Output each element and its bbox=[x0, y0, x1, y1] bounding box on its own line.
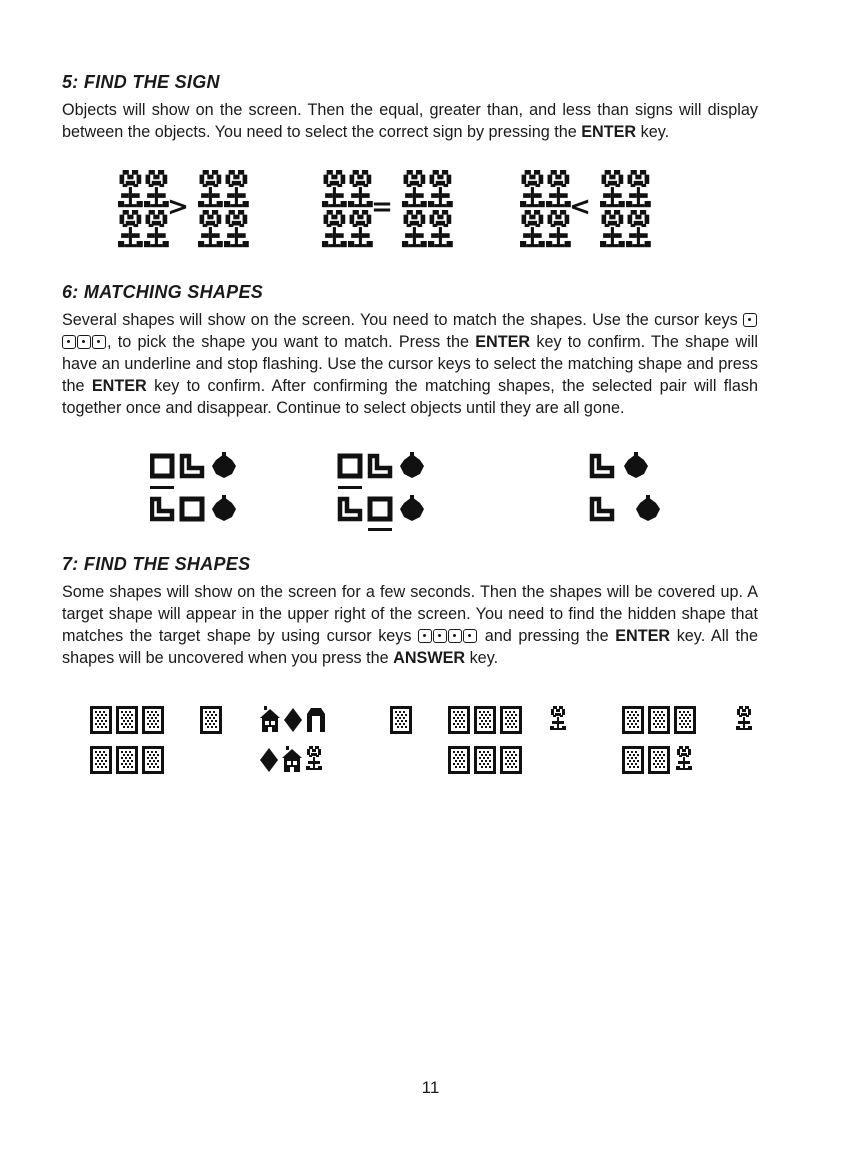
cursor-key-icon bbox=[463, 629, 477, 643]
shape-group-2 bbox=[338, 452, 424, 531]
cursor-key-icon bbox=[62, 335, 76, 349]
flower-shape bbox=[546, 210, 571, 247]
square-shape bbox=[152, 456, 172, 476]
square-shape bbox=[182, 499, 202, 519]
l-shape bbox=[592, 499, 612, 519]
page-number: 11 bbox=[421, 1078, 440, 1097]
flower-shape bbox=[322, 210, 347, 247]
key-name: ENTER bbox=[615, 627, 671, 645]
flower-shape bbox=[402, 170, 427, 207]
square-shape bbox=[370, 499, 390, 519]
cursor-keys-icon bbox=[418, 627, 478, 645]
section-body: Some shapes will show on the screen for a few seconds. Then the shapes will be covered up. A target shape will appear in the upper right of the screen. You need to find the hidden shape that matches the target shape by using cursor keys and pressing the ENTER key. All the shapes will be uncovered when you press the ANSWER key. bbox=[62, 583, 758, 667]
key-name: ENTER bbox=[581, 123, 637, 141]
flower-shape bbox=[626, 170, 651, 207]
flower-shape bbox=[546, 170, 571, 207]
section-matching-shapes bbox=[62, 282, 758, 419]
l-shape bbox=[592, 456, 612, 476]
cursor-key-icon bbox=[448, 629, 462, 643]
flower-shape bbox=[428, 170, 453, 207]
flower-shape bbox=[224, 170, 249, 207]
shape-group-1 bbox=[150, 452, 236, 521]
key-name: ANSWER bbox=[393, 649, 466, 667]
sign-group bbox=[118, 170, 249, 247]
flower-shape bbox=[348, 210, 373, 247]
flower-shape bbox=[520, 210, 545, 247]
section-find-the-shapes bbox=[62, 554, 758, 669]
section-find-the-sign bbox=[62, 72, 758, 143]
find-the-shapes-figure bbox=[90, 706, 770, 778]
flower-shape bbox=[600, 210, 625, 247]
cursor-keys-icon bbox=[62, 311, 758, 351]
house-shape bbox=[282, 746, 302, 772]
flower-shape bbox=[198, 210, 223, 247]
flower-shape bbox=[402, 210, 427, 247]
ball-shape bbox=[636, 495, 660, 521]
flower-shape bbox=[520, 170, 545, 207]
cursor-key-icon bbox=[433, 629, 447, 643]
find-the-sign-figure bbox=[110, 170, 710, 252]
ball-shape bbox=[212, 452, 236, 478]
cursor-key-icon bbox=[418, 629, 432, 643]
bell-shape bbox=[307, 708, 325, 732]
flower-shape bbox=[600, 170, 625, 207]
key-name: ENTER bbox=[475, 333, 531, 351]
flower-shape bbox=[626, 210, 651, 247]
flower-shape bbox=[118, 170, 143, 207]
ball-shape bbox=[400, 452, 424, 478]
house-shape bbox=[260, 706, 280, 732]
ball-shape bbox=[624, 452, 648, 478]
section-heading: 6: MATCHING SHAPES bbox=[62, 282, 264, 302]
section-heading: 7: FIND THE SHAPES bbox=[62, 554, 251, 574]
square-shape bbox=[340, 456, 360, 476]
comparison-sign: < bbox=[569, 192, 591, 222]
l-shape bbox=[182, 456, 202, 476]
flower-shape bbox=[322, 170, 347, 207]
section-body: Several shapes will show on the screen. You need to match the shapes. Use the cursor keys , to pick the shape you want to match. Press the ENTER key to confirm. The shape will have an underline and stop flashing. Use the cursor keys to select the matching shape and press the ENTER key to confirm. After confirming the matching shapes, the selected pair will flash together once and disappear. Continue to select objects until they are all gone. bbox=[62, 311, 758, 417]
cursor-key-icon bbox=[92, 335, 106, 349]
shape-group-3 bbox=[592, 452, 660, 521]
l-shape bbox=[340, 499, 360, 519]
sign-group bbox=[520, 170, 651, 247]
matching-shapes-figure bbox=[150, 452, 670, 532]
l-shape bbox=[370, 456, 390, 476]
diamond-shape bbox=[284, 708, 302, 732]
diamond-shape bbox=[260, 748, 278, 772]
flower-shape bbox=[348, 170, 373, 207]
cursor-key-icon bbox=[743, 313, 757, 327]
ball-shape bbox=[400, 495, 424, 521]
comparison-sign: > bbox=[167, 192, 189, 222]
key-name: ENTER bbox=[91, 377, 147, 395]
sign-group bbox=[322, 170, 453, 247]
flower-shape bbox=[144, 170, 169, 207]
flower-shape bbox=[224, 210, 249, 247]
cursor-key-icon bbox=[77, 335, 91, 349]
section-body: Objects will show on the screen. Then the equal, greater than, and less than signs will display between the objects. You need to select the correct sign by pressing the ENTER key. bbox=[62, 101, 758, 141]
section-heading: 5: FIND THE SIGN bbox=[62, 72, 220, 92]
ball-shape bbox=[212, 495, 236, 521]
flower-shape bbox=[198, 170, 223, 207]
flower-shape bbox=[428, 210, 453, 247]
flower-shape bbox=[118, 210, 143, 247]
l-shape bbox=[152, 499, 172, 519]
flower-shape bbox=[144, 210, 169, 247]
comparison-sign: = bbox=[371, 192, 393, 222]
